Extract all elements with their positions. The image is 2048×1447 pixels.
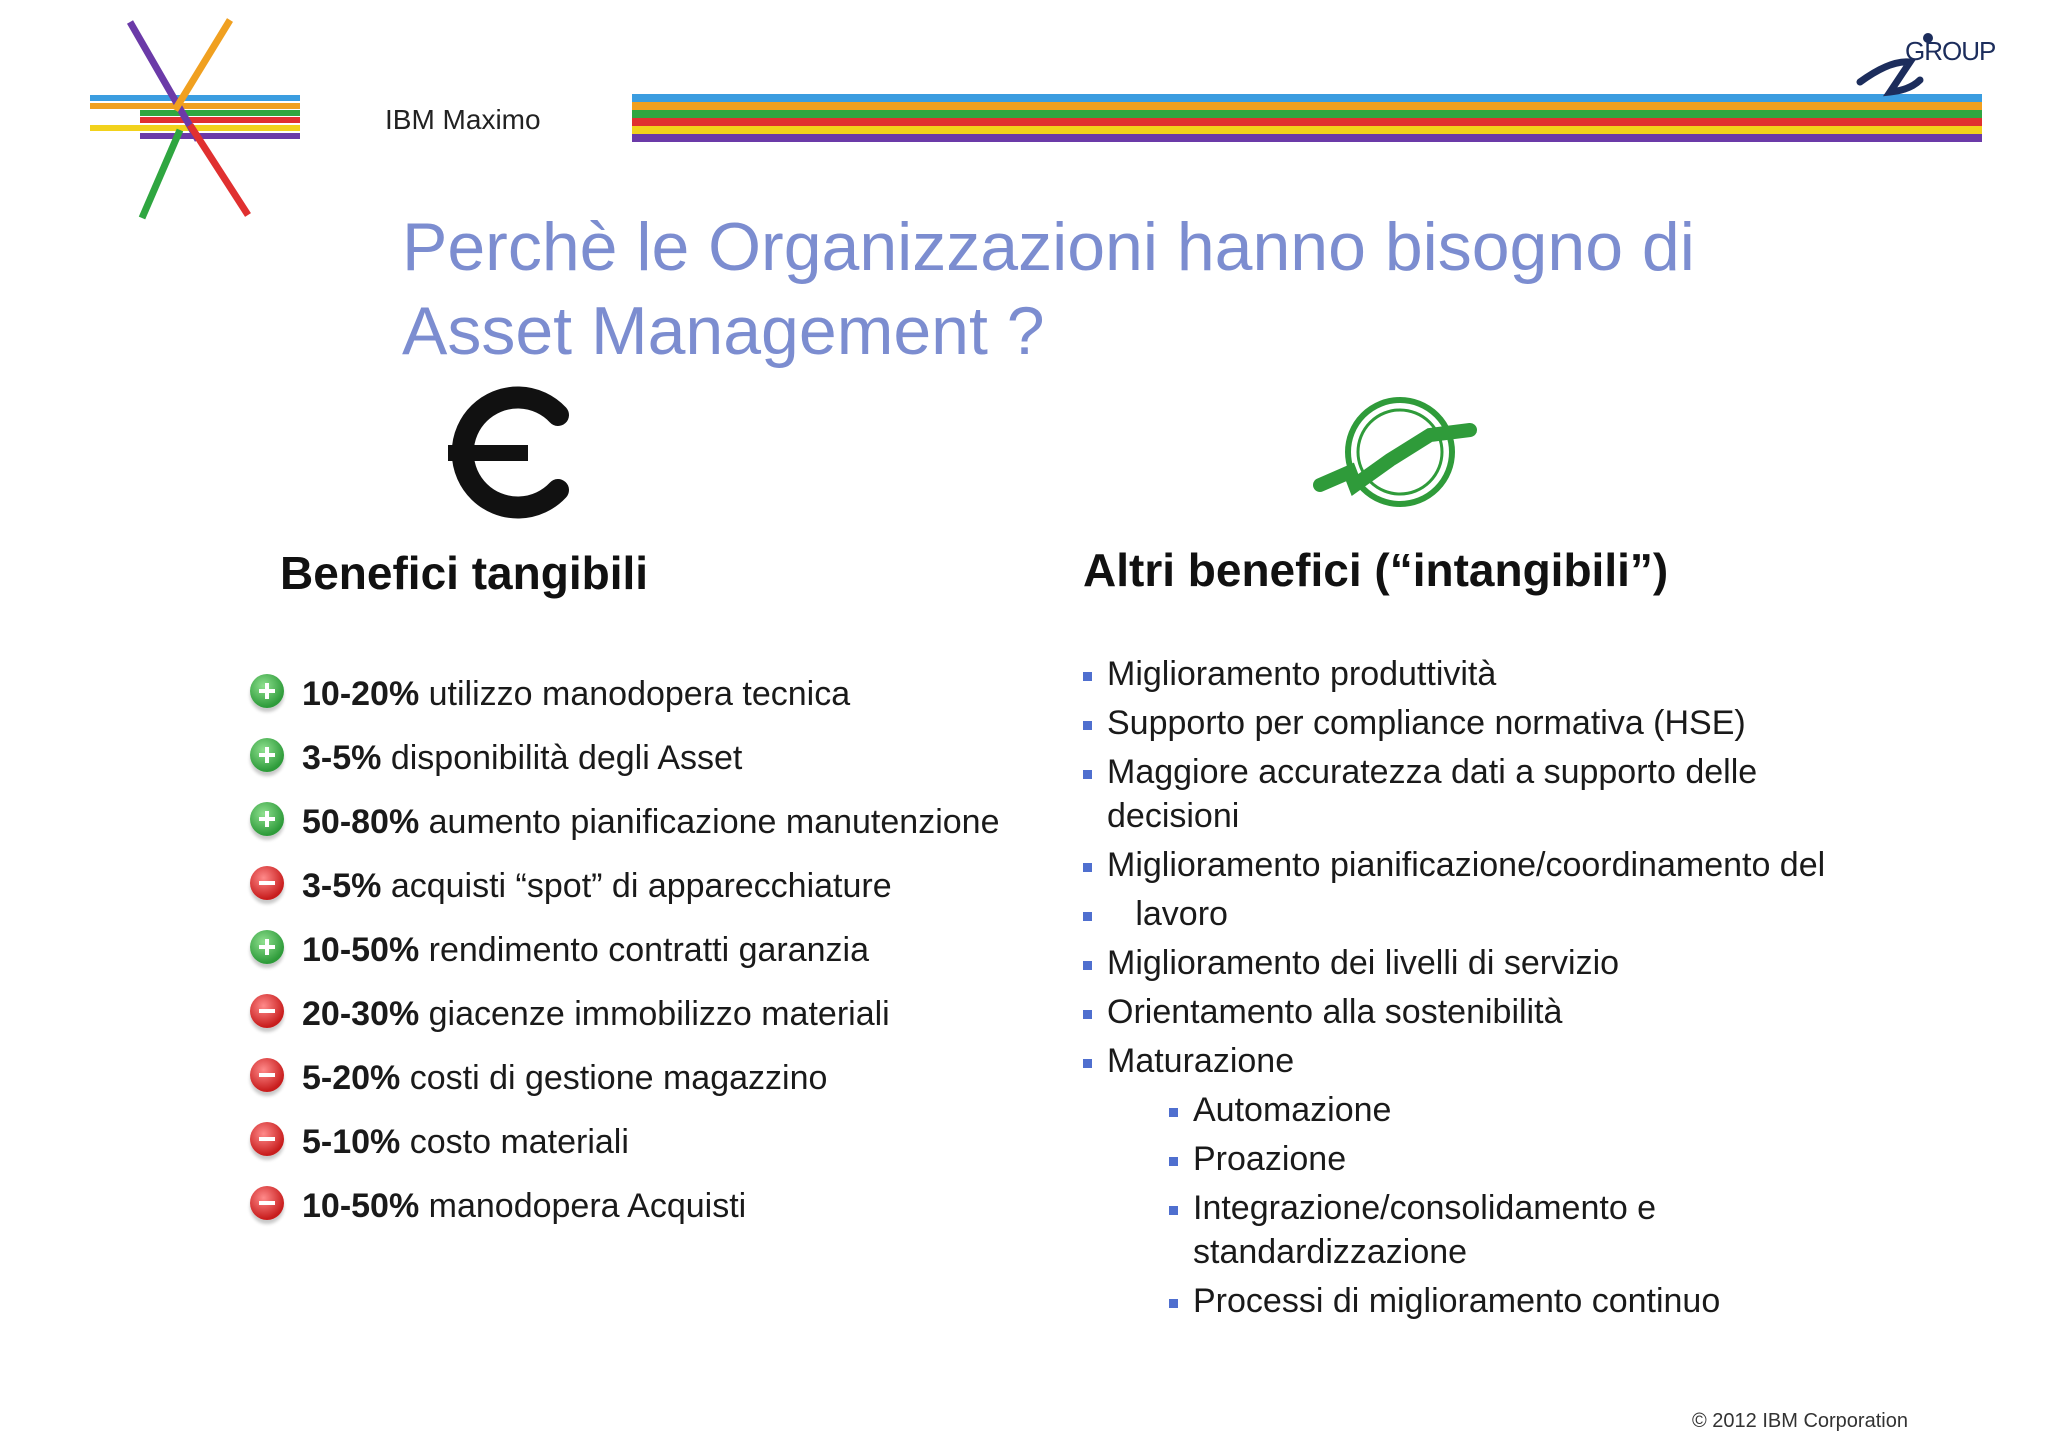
list-item: 50-80% aumento pianificazione manutenzione	[250, 798, 1050, 862]
plus-icon	[250, 674, 284, 708]
sub-list-item: Automazione	[1169, 1088, 1883, 1132]
list-item: Supporto per compliance normativa (HSE)	[1083, 701, 1883, 745]
bullet-icon	[1083, 912, 1092, 921]
list-item: 5-10% costo materiali	[250, 1118, 1050, 1182]
minus-icon	[250, 1122, 284, 1156]
header-label: IBM Maximo	[385, 104, 541, 135]
list-item: 10-20% utilizzo manodopera tecnica	[250, 670, 1050, 734]
right-column-heading: Altri benefici (“intangibili”)	[1083, 544, 1669, 596]
bullet-icon	[1083, 863, 1092, 872]
list-item: 3-5% disponibilità degli Asset	[250, 734, 1050, 798]
list-item: 20-30% giacenze immobilizzo materiali	[250, 990, 1050, 1054]
logo-mark	[80, 10, 310, 225]
plus-icon	[250, 802, 284, 836]
list-item: Miglioramento produttività	[1083, 652, 1883, 696]
bullet-icon	[1083, 961, 1092, 970]
title-line-2: Asset Management ?	[402, 293, 1045, 369]
bullet-icon	[1083, 1010, 1092, 1019]
brand-logo-text: GROUP	[1905, 36, 1996, 66]
copyright-footer: © 2012 IBM Corporation	[1692, 1410, 1908, 1432]
sub-list-item: Processi di miglioramento continuo	[1169, 1279, 1883, 1323]
bullet-icon	[1083, 721, 1092, 730]
minus-icon	[250, 1058, 284, 1092]
bullet-icon	[1083, 672, 1092, 681]
title-line-1: Perchè le Organizzazioni hanno bisogno di	[402, 209, 1695, 285]
list-item: 3-5% acquisti “spot” di apparecchiature	[250, 862, 1050, 926]
sub-list-item: Proazione	[1169, 1137, 1883, 1181]
minus-icon	[250, 1186, 284, 1220]
plus-icon	[250, 930, 284, 964]
list-item: Orientamento alla sostenibilità	[1083, 990, 1883, 1034]
list-item: 10-50% manodopera Acquisti	[250, 1182, 1050, 1246]
list-item: Maggiore accuratezza dati a supporto delle decisioni	[1083, 750, 1787, 838]
page-title	[402, 205, 1802, 373]
minus-icon	[250, 866, 284, 900]
list-item: Miglioramento pianificazione/coordinamento del	[1083, 843, 1883, 887]
bullet-icon	[1169, 1157, 1178, 1166]
list-item: 5-20% costi di gestione magazzino	[250, 1054, 1050, 1118]
quality-approved-stamp-icon	[1310, 390, 1480, 520]
list-item: Miglioramento dei livelli di servizio	[1083, 941, 1883, 985]
euro-icon	[440, 385, 575, 520]
minus-icon	[250, 994, 284, 1028]
bullet-icon	[1169, 1108, 1178, 1117]
sub-list-item: Integrazione/consolidamento e standardizzazione	[1169, 1186, 1753, 1274]
bullet-icon	[1169, 1206, 1178, 1215]
list-item: 10-50% rendimento contratti garanzia	[250, 926, 1050, 990]
tangible-benefits-list	[250, 670, 1050, 1246]
bullet-icon	[1083, 770, 1092, 779]
header-stripes	[632, 94, 1982, 144]
left-column-heading: Benefici tangibili	[280, 547, 649, 599]
plus-icon	[250, 738, 284, 772]
intangible-benefits-list	[1083, 652, 1883, 1328]
list-item: Maturazione	[1083, 1039, 1883, 1083]
list-item: lavoro	[1083, 892, 1883, 936]
bullet-icon	[1169, 1299, 1178, 1308]
bullet-icon	[1083, 1059, 1092, 1068]
